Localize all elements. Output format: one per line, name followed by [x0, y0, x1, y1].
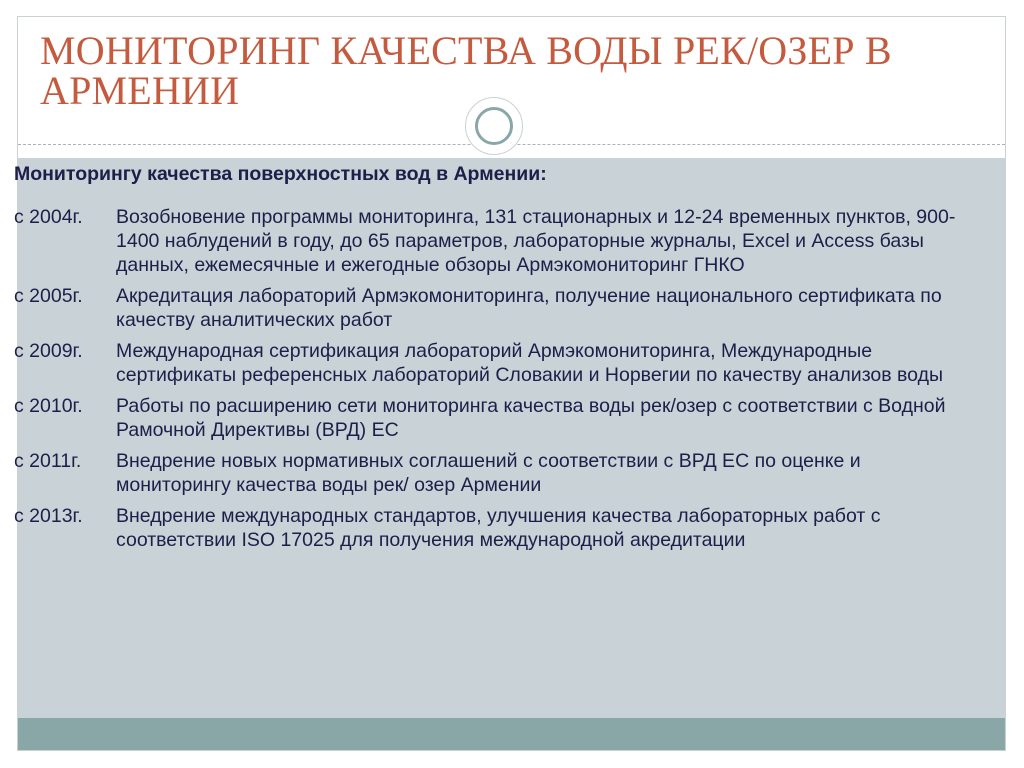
footer-band [18, 718, 1005, 751]
entry-year: с 2005г. [14, 285, 83, 307]
timeline-entry [14, 205, 974, 277]
entry-year: с 2010г. [14, 395, 83, 417]
entry-text: Акредитация лабораторий Армэкомониторинга, получение национального сертификата по качеству аналитических работ [116, 285, 942, 331]
timeline-entry [14, 339, 974, 387]
entry-text: Внедрение международных стандартов, улучшения качества лабораторных работ с соответствии ISO 17025 для получения международной акредитации [116, 505, 881, 551]
entry-text: Возобновение программы мониторинга, 131 стационарных и 12-24 временных пунктов, 900-1400 наблудений в году, до 65 параметров, лабораторные журналы, Excel и Access базы данных, ежемесячные и ежегодные обзоры Армэкомониторинг ГНКО [116, 206, 956, 276]
slide-title: МОНИТОРИНГ КАЧЕСТВА ВОДЫ РЕК/ОЗЕР В АРМЕНИИ [40, 28, 892, 113]
content-heading: Мониторингу качества поверхностных вод в Армении: [14, 163, 547, 185]
entry-year: с 2011г. [14, 450, 82, 472]
entry-text: Внедрение новых нормативных соглашений с соответствии с ВРД ЕС по оценке и мониторингу качества воды рек/ озер Армении [116, 450, 861, 496]
timeline-entry [14, 394, 974, 442]
entry-year: с 2004г. [14, 206, 83, 228]
slide-content [14, 161, 974, 559]
entry-text: Международная сертификация лабораторий Армэкомониторинга, Международные сертификаты референсных лабораторий Словакии и Норвегии по качеству анализов воды [116, 340, 943, 386]
entry-year: с 2009г. [14, 340, 83, 362]
entry-text: Работы по расширению сети мониторинга качества воды рек/озер с соответствии с Водной Рамочной Директивы (ВРД) ЕС [116, 395, 946, 441]
timeline-entry [14, 449, 974, 497]
timeline-entry [14, 284, 974, 332]
ring-inner-circle [475, 107, 513, 145]
entry-year: с 2013г. [14, 505, 83, 527]
divider-ring-ornament [465, 97, 523, 155]
timeline-entry [14, 504, 974, 552]
